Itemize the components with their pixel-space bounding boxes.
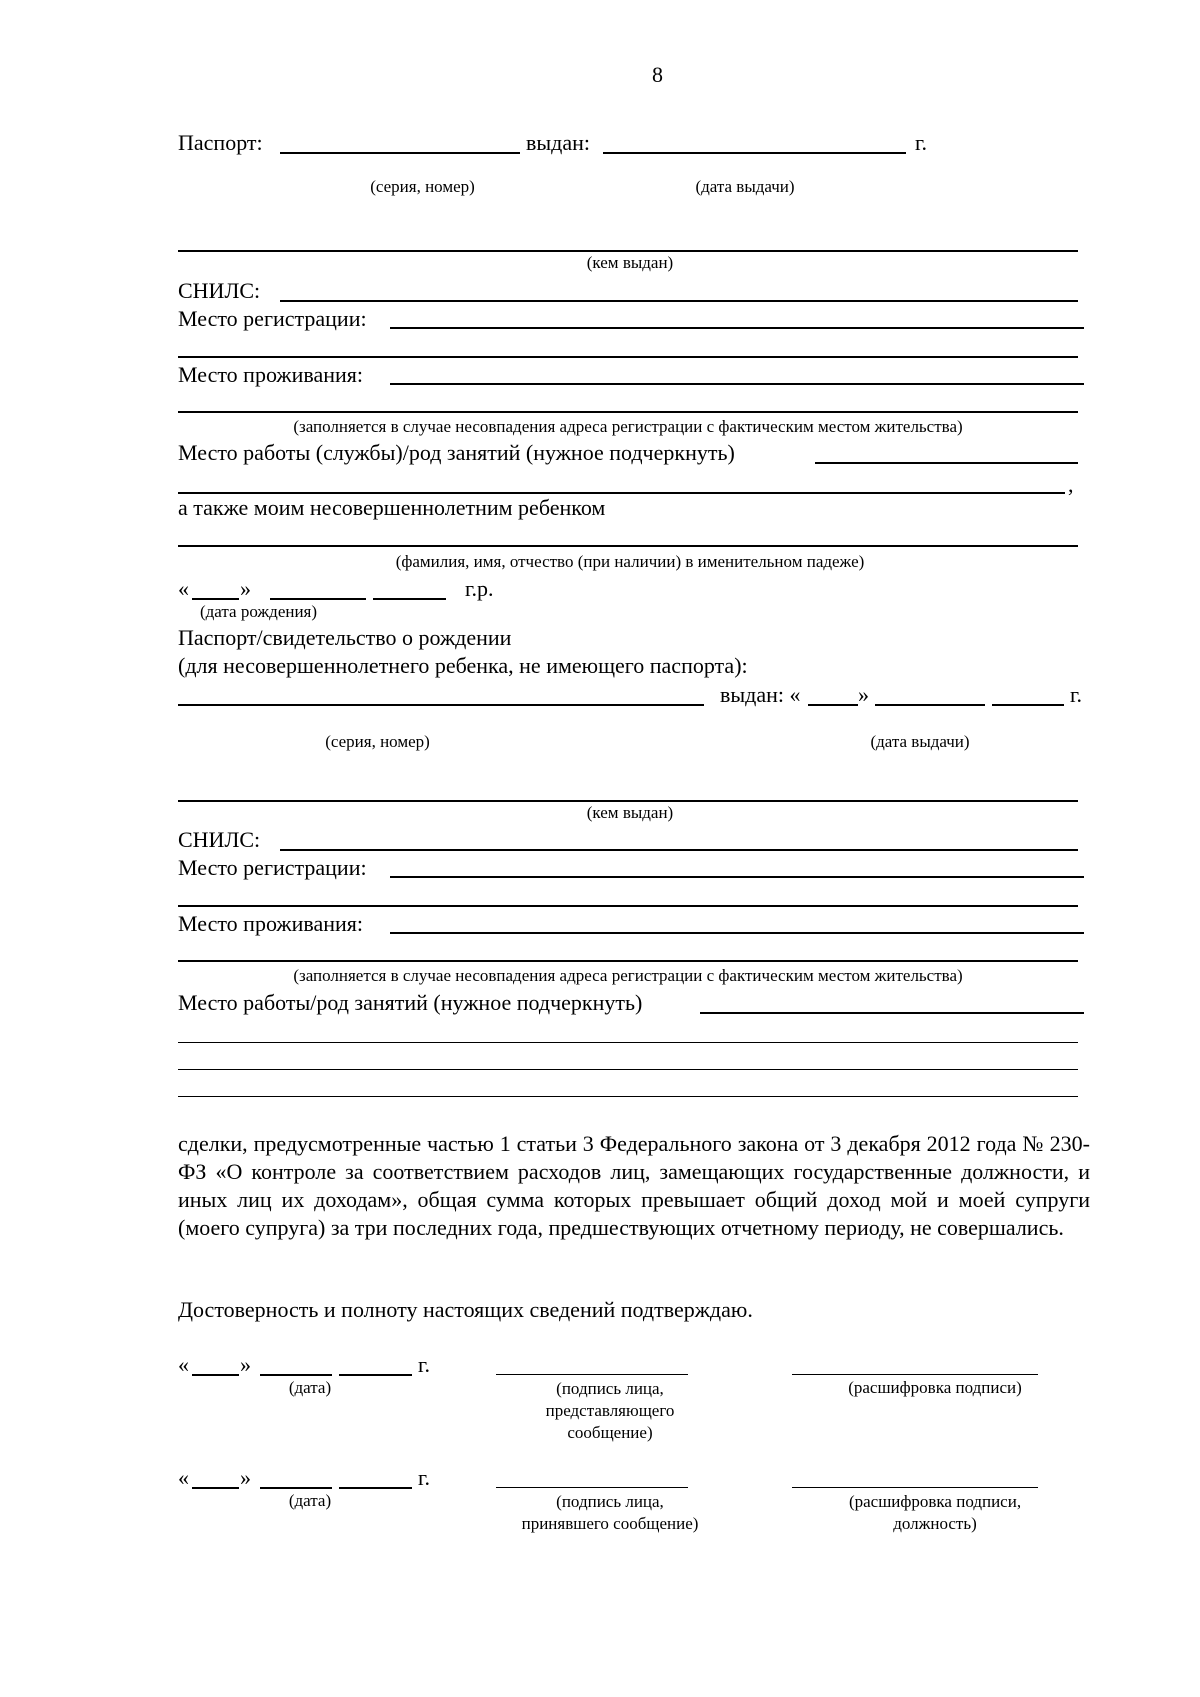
child-birth-suffix: г.р.: [465, 576, 494, 601]
sig2-close-quote: »: [240, 1465, 251, 1490]
passport-year-suffix: г.: [915, 130, 928, 155]
child-intro: а также моим несовершеннолетним ребенком: [178, 495, 606, 520]
spouse-work-field-2[interactable]: [178, 492, 1065, 494]
spouse-residence-field-2[interactable]: [178, 411, 1078, 413]
child-doc-note: (для несовершеннолетнего ребенка, не имеющего паспорта):: [178, 653, 748, 678]
sig1-decode-caption: (расшифровка подписи): [848, 1378, 1022, 1397]
spouse-work-field[interactable]: [815, 462, 1078, 464]
child-doc-label: Паспорт/свидетельство о рождении: [178, 625, 512, 650]
child-snils-label: СНИЛС:: [178, 827, 261, 852]
sig2-month-field[interactable]: [260, 1487, 332, 1489]
child-registration-field-2[interactable]: [178, 905, 1078, 907]
child-doc-day-field[interactable]: [808, 704, 858, 706]
sig1-year-suffix: г.: [418, 1352, 431, 1377]
child-doc-issued-label: выдан: «: [720, 682, 801, 707]
child-residence-field-2[interactable]: [178, 960, 1078, 962]
spouse-residence-field[interactable]: [390, 383, 1084, 385]
sig2-signature-field[interactable]: [496, 1487, 688, 1488]
child-registration-field[interactable]: [390, 876, 1084, 878]
spouse-work-comma: ,: [1068, 472, 1074, 497]
sig2-decode-field[interactable]: [792, 1487, 1038, 1488]
spouse-work-label: Место работы (службы)/род занятий (нужное подчеркнуть): [178, 440, 735, 465]
spouse-registration-field[interactable]: [390, 327, 1084, 329]
spouse-residence-note: (заполняется в случае несовпадения адреса регистрации с фактическим местом жительства): [293, 417, 963, 436]
passport-issuer-field[interactable]: [178, 250, 1078, 252]
child-birth-month-field[interactable]: [270, 598, 366, 600]
sig1-day-field[interactable]: [192, 1374, 239, 1376]
passport-label: Паспорт:: [178, 130, 263, 155]
child-work-field-4[interactable]: [178, 1096, 1078, 1097]
child-birth-caption: (дата рождения): [200, 602, 318, 621]
sig1-year-field[interactable]: [339, 1374, 412, 1376]
child-work-field[interactable]: [700, 1012, 1084, 1014]
sig2-decode-caption: (расшифровка подписи, должность): [848, 1492, 1022, 1533]
sig1-signature-field[interactable]: [496, 1374, 688, 1375]
child-name-field[interactable]: [178, 545, 1078, 547]
sig2-year-suffix: г.: [418, 1465, 431, 1490]
sig2-year-field[interactable]: [339, 1487, 412, 1489]
spouse-snils-field[interactable]: [280, 300, 1078, 302]
spouse-snils-label: СНИЛС:: [178, 278, 261, 303]
passport-issuer-caption: (кем выдан): [586, 253, 674, 272]
passport-date-field[interactable]: [603, 152, 906, 154]
child-doc-issuer-field[interactable]: [178, 800, 1078, 802]
child-doc-year-field[interactable]: [992, 704, 1064, 706]
child-residence-note: (заполняется в случае несовпадения адреса регистрации с фактическим местом жительства): [293, 966, 963, 985]
passport-series-field[interactable]: [280, 152, 520, 154]
child-registration-label: Место регистрации:: [178, 855, 367, 880]
child-birth-year-field[interactable]: [373, 598, 446, 600]
child-birth-day-field[interactable]: [192, 598, 239, 600]
statement-paragraph: сделки, предусмотренные частью 1 статьи 3 Федерального закона от 3 декабря 2012 года № 230-ФЗ «О контроле за соответствием расходов лиц, замещающих государственные должности, и иных лиц их доходам», общая сумма которых превышает общий доход мой и моей супруги (моего супруга) за три последних года, предшествующих отчетному периоду, не совершались.: [178, 1131, 1090, 1240]
child-doc-month-field[interactable]: [875, 704, 985, 706]
sig2-signature-caption: (подпись лица, принявшего сообщение): [521, 1492, 699, 1533]
child-residence-label: Место проживания:: [178, 911, 364, 936]
sig1-month-field[interactable]: [260, 1374, 332, 1376]
sig2-date-caption: (дата): [288, 1491, 332, 1510]
sig1-open-quote: «: [178, 1352, 189, 1377]
child-doc-issuer-caption: (кем выдан): [586, 803, 674, 822]
sig1-signature-caption: (подпись лица, представляющего сообщение): [545, 1379, 675, 1442]
sig1-date-caption: (дата): [288, 1378, 332, 1397]
child-work-field-2[interactable]: [178, 1042, 1078, 1043]
child-name-caption: (фамилия, имя, отчество (при наличии) в именительном падеже): [395, 552, 865, 571]
passport-date-caption: (дата выдачи): [695, 177, 795, 196]
child-doc-series-field[interactable]: [178, 704, 704, 706]
page-number: 8: [652, 62, 663, 87]
child-birth-close-quote: »: [240, 576, 251, 601]
child-doc-date-caption: (дата выдачи): [870, 732, 970, 751]
spouse-registration-label: Место регистрации:: [178, 306, 367, 331]
child-work-field-3[interactable]: [178, 1069, 1078, 1070]
child-work-label: Место работы/род занятий (нужное подчеркнуть): [178, 990, 643, 1015]
child-snils-field[interactable]: [280, 849, 1078, 851]
passport-series-caption: (серия, номер): [370, 177, 475, 196]
spouse-registration-field-2[interactable]: [178, 356, 1078, 358]
confirmation-text: Достоверность и полноту настоящих сведений подтверждаю.: [178, 1297, 753, 1322]
sig1-close-quote: »: [240, 1352, 251, 1377]
child-doc-series-caption: (серия, номер): [325, 732, 430, 751]
spouse-residence-label: Место проживания:: [178, 362, 364, 387]
child-doc-year-suffix: г.: [1070, 682, 1083, 707]
child-residence-field[interactable]: [390, 932, 1084, 934]
child-birth-open-quote: «: [178, 576, 189, 601]
sig2-open-quote: «: [178, 1465, 189, 1490]
sig1-decode-field[interactable]: [792, 1374, 1038, 1375]
child-doc-close-quote: »: [858, 682, 869, 707]
passport-issued-label: выдан:: [526, 130, 591, 155]
sig2-day-field[interactable]: [192, 1487, 239, 1489]
